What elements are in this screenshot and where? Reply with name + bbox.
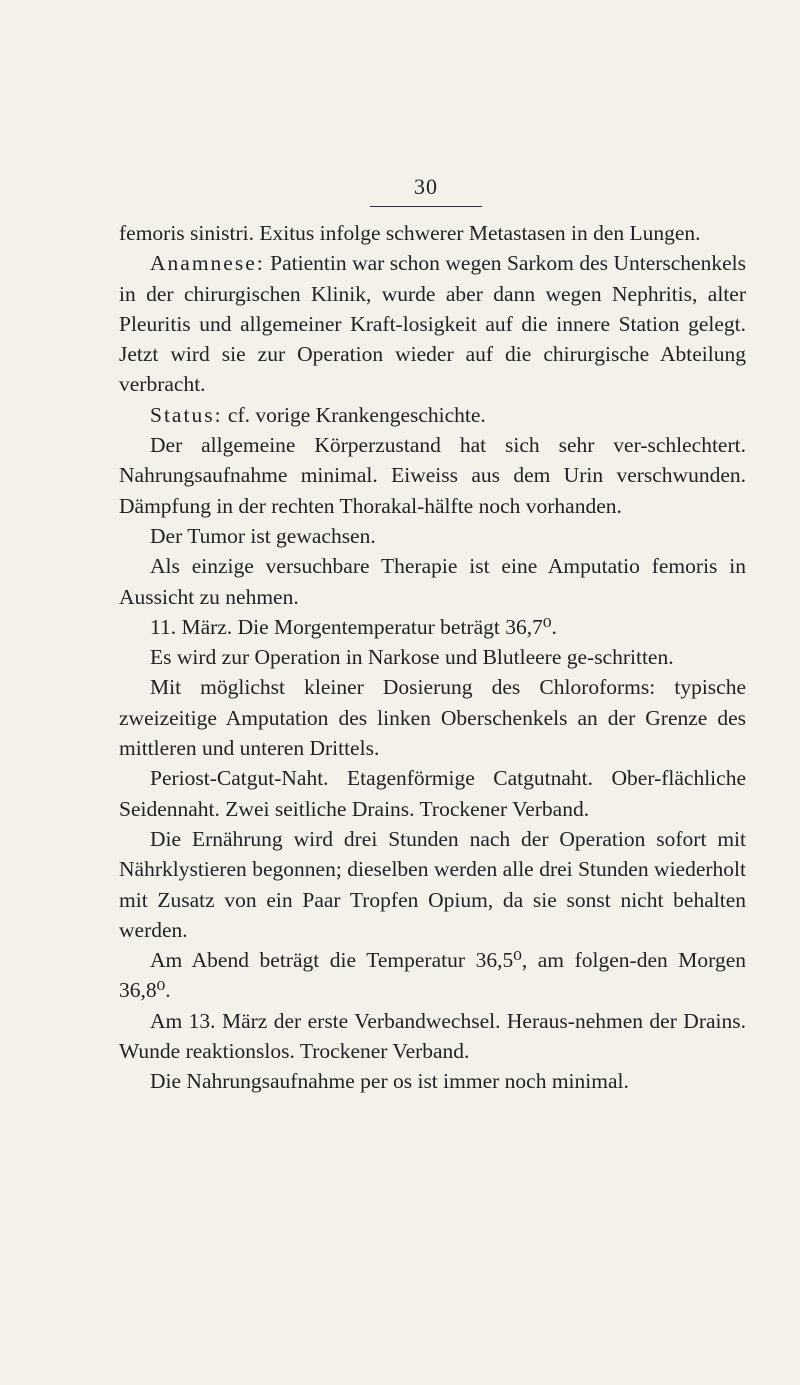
paragraph-text: femoris sinistri. Exitus infolge schwerer Metastasen in den Lungen. <box>119 221 701 245</box>
paragraph-text: cf. vorige Krankengeschichte. <box>222 402 486 427</box>
paragraph <box>119 521 746 551</box>
paragraph-text: Am Abend beträgt die Temperatur 36,5⁰, am folgen-den Morgen 36,8⁰. <box>119 948 746 1003</box>
page-number-rule <box>370 206 482 207</box>
paragraph <box>119 248 746 399</box>
paragraph-text: Es wird zur Operation in Narkose und Blutleere ge-schritten. <box>150 645 674 670</box>
paragraph-lead: Anamnese: <box>150 251 265 276</box>
paragraph-text: Patientin war schon wegen Sarkom des Unterschenkels in der chirurgischen Klinik, wurde aber dann wegen Nephritis, alter Pleuritis und allgemeiner Kraft-losigkeit auf die innere Station gelegt. Jetzt wird sie zur Operation wieder auf die chirurgische Abteilung verbracht. <box>119 251 746 397</box>
paragraph-text: 11. März. Die Morgentemperatur beträgt 36,7⁰. <box>150 614 557 639</box>
paragraph-text: Am 13. März der erste Verbandwechsel. Heraus-nehmen der Drains. Wunde reaktionslos. Trockener Verband. <box>119 1008 746 1064</box>
paragraph <box>119 945 746 1006</box>
paragraph <box>119 551 746 612</box>
body-text <box>119 218 746 1097</box>
paragraph-text: Die Nahrungsaufnahme per os ist immer noch minimal. <box>150 1069 629 1094</box>
paragraph <box>119 612 746 642</box>
paragraph-text: Mit möglichst kleiner Dosierung des Chloroforms: typische zweizeitige Amputation des linken Oberschenkels an der Grenze des mittleren und unteren Drittels. <box>119 675 746 761</box>
paragraph <box>119 824 746 945</box>
paragraph-text: Periost-Catgut-Naht. Etagenförmige Catgutnaht. Ober-flächliche Seidennaht. Zwei seitliche Drains. Trockener Verband. <box>119 766 746 821</box>
paragraph-text: Als einzige versuchbare Therapie ist eine Amputatio femoris in Aussicht zu nehmen. <box>119 554 746 609</box>
paragraph-text: Die Ernährung wird drei Stunden nach der Operation sofort mit Nährklystieren begonnen; dieselben werden alle drei Stunden wiederholt mit Zusatz von ein Paar Tropfen Opium, da sie sonst nicht behalten werden. <box>119 826 746 942</box>
paragraph-text: Der Tumor ist gewachsen. <box>150 523 376 548</box>
page-number: 30 <box>414 174 438 199</box>
paragraph <box>119 430 746 521</box>
paragraph <box>119 763 746 824</box>
paragraph <box>119 400 746 430</box>
paragraph-text: Der allgemeine Körperzustand hat sich sehr ver-schlechtert. Nahrungsaufnahme minimal. Eiweiss aus dem Urin verschwunden. Dämpfung in der rechten Thorakal-hälfte noch vorhanden. <box>119 433 746 518</box>
paragraph <box>119 642 746 672</box>
paragraph <box>119 672 746 763</box>
paragraph <box>119 1006 746 1067</box>
paragraph-lead: Status: <box>150 402 223 427</box>
paragraph <box>119 1066 746 1096</box>
paragraph <box>119 218 746 248</box>
